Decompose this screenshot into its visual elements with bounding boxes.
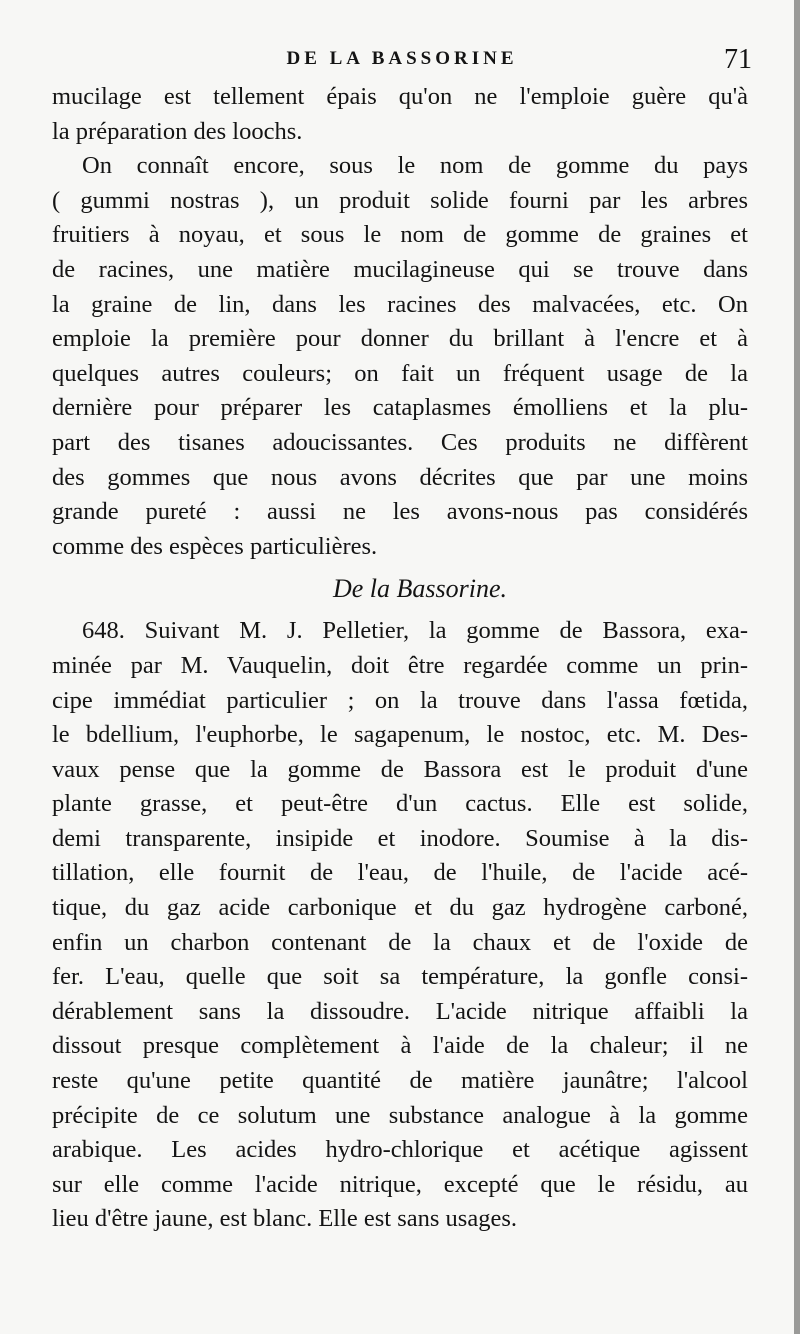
body-text — [52, 80, 748, 1237]
text-line: fruitiers à noyau, et sous le nom de gomme de graines et — [52, 221, 748, 249]
text-line: minée par M. Vauquelin, doit être regardée comme un prin- — [52, 651, 748, 679]
text-line: ( gummi nostras ), un produit solide fourni par les arbres — [52, 186, 748, 214]
text-line: vaux pense que la gomme de Bassora est le produit d'une — [52, 755, 748, 783]
text-line: des gommes que nous avons décrites que par une moins — [52, 463, 748, 491]
page-number: 71 — [724, 44, 752, 75]
running-head — [52, 44, 752, 78]
text-line: demi transparente, insipide et inodore. Soumise à la dis- — [52, 824, 748, 852]
text-line: fer. L'eau, quelle que soit sa température, la gonfle consi- — [52, 963, 748, 991]
text-line: cipe immédiat particulier ; on la trouve dans l'assa fœtida, — [52, 686, 748, 714]
text-line: lieu d'être jaune, est blanc. Elle est sans usages. — [52, 1205, 517, 1233]
running-title: DE LA BASSORINE — [286, 48, 518, 69]
text-line: dérablement sans la dissoudre. L'acide nitrique affaibli la — [52, 997, 748, 1025]
text-line: tillation, elle fournit de l'eau, de l'huile, de l'acide acé- — [52, 859, 748, 887]
section-heading: De la Bassorine. — [332, 574, 508, 604]
page-edge-shadow — [794, 0, 800, 1334]
text-line: plante grasse, et peut-être d'un cactus. Elle est solide, — [52, 790, 748, 818]
text-line: dernière pour préparer les cataplasmes émolliens et la plu- — [52, 394, 748, 422]
text-line: 648. Suivant M. J. Pelletier, la gomme de Bassora, exa- — [82, 617, 748, 645]
text-line: comme des espèces particulières. — [52, 532, 378, 560]
text-line: reste qu'une petite quantité de matière jaunâtre; l'alcool — [52, 1067, 748, 1095]
text-line: grande pureté : aussi ne les avons-nous pas considérés — [52, 498, 748, 526]
text-line: On connaît encore, sous le nom de gomme du pays — [82, 152, 748, 180]
text-line: arabique. Les acides hydro-chlorique et acétique agissent — [52, 1136, 748, 1164]
text-line: la préparation des loochs. — [52, 117, 303, 145]
text-line: tique, du gaz acide carbonique et du gaz hydrogène carboné, — [52, 894, 748, 922]
text-line: quelques autres couleurs; on fait un fréquent usage de la — [52, 359, 748, 387]
text-line: emploie la première pour donner du brillant à l'encre et à — [52, 325, 748, 353]
text-line: part des tisanes adoucissantes. Ces produits ne diffèrent — [52, 428, 748, 456]
text-line: le bdellium, l'euphorbe, le sagapenum, le nostoc, etc. M. Des- — [52, 721, 748, 749]
text-line: sur elle comme l'acide nitrique, excepté que le résidu, au — [52, 1170, 748, 1198]
text-line: de racines, une matière mucilagineuse qui se trouve dans — [52, 255, 748, 283]
text-line: mucilage est tellement épais qu'on ne l'emploie guère qu'à — [52, 83, 748, 110]
text-line: dissout presque complètement à l'aide de la chaleur; il ne — [52, 1032, 748, 1060]
text-line: enfin un charbon contenant de la chaux et de l'oxide de — [52, 928, 748, 956]
text-line: précipite de ce solutum une substance analogue à la gomme — [52, 1101, 748, 1129]
text-line: la graine de lin, dans les racines des malvacées, etc. On — [52, 290, 748, 318]
